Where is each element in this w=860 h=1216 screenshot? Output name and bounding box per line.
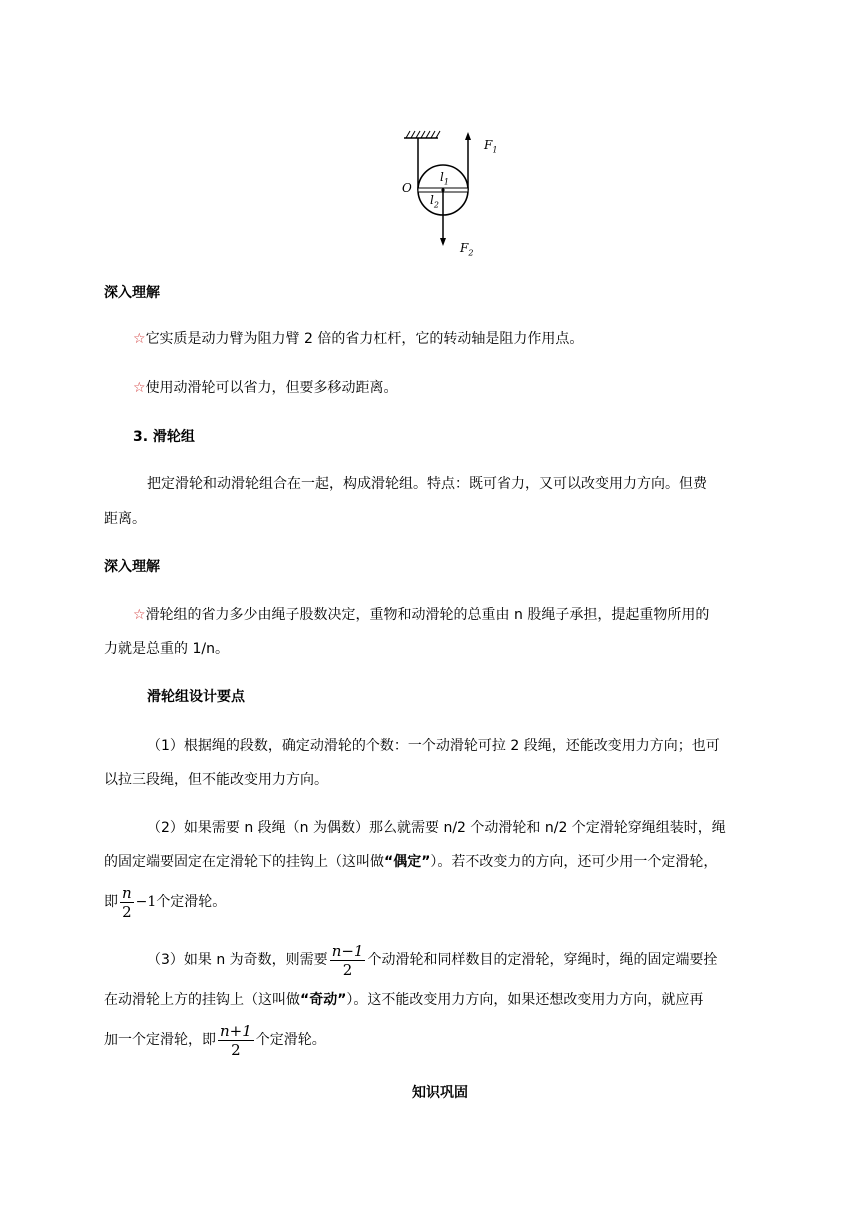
fraction-n-plus-1-over-2: $\frac{n+1}{2}$ xyxy=(220,1021,252,1059)
fraction-n-over-2: $\frac{n}{2}$ xyxy=(122,883,132,921)
star-paragraph-1: ☆它实质是动力臂为阻力臂 2 倍的省力杠杆，它的转动轴是阻力作用点。 xyxy=(133,331,584,347)
pulley-block-para-line1: 把定滑轮和动滑轮组合在一起，构成滑轮组。特点：既可省力，又可以改变用力方向。但费 xyxy=(147,476,707,492)
label-f1: $F_1$ xyxy=(484,138,498,155)
heading-design-points: 滑轮组设计要点 xyxy=(147,689,245,705)
label-l2: $l_2$ xyxy=(430,193,439,210)
rope-count-para-line1: ☆滑轮组的省力多少由绳子股数决定，重物和动滑轮的总重由 n 股绳子承担，提起重物所用的 xyxy=(133,607,710,623)
star-icon: ☆ xyxy=(133,380,146,396)
heading-deep-understanding-1: 深入理解 xyxy=(104,285,160,301)
design-item3-line2: 在动滑轮上方的挂钩上（这叫做“奇动”）。这不能改变用力方向，如果还想改变用力方向，就应再 xyxy=(104,992,704,1008)
f2-arrowhead xyxy=(440,238,446,246)
design-item3-line1: （3）如果 n 为奇数，则需要 $\frac{n-1}{2}$ 个动滑轮和同样数目的定滑轮，穿绳时，绳的固定端要拴 xyxy=(147,941,718,979)
star-paragraph-2: ☆使用动滑轮可以省力，但要多移动距离。 xyxy=(133,380,398,396)
rope-count-para-line2: 力就是总重的 1/n。 xyxy=(104,641,229,657)
heading-deep-understanding-2: 深入理解 xyxy=(104,559,160,575)
label-f2: $F_2$ xyxy=(460,241,474,258)
f1-arrowhead xyxy=(465,132,471,140)
design-item1-line1: （1）根据绳的段数，确定动滑轮的个数：一个动滑轮可拉 2 段绳，还能改变用力方向；也可 xyxy=(147,738,720,754)
heading-knowledge-consolidation: 知识巩固 xyxy=(412,1085,468,1101)
ceiling-hatch xyxy=(406,131,440,138)
heading-pulley-block: 3. 滑轮组 xyxy=(133,429,195,445)
star-icon: ☆ xyxy=(133,607,146,623)
design-item2-line2: 的固定端要固定在定滑轮下的挂钩上（这叫做“偶定”）。若不改变力的方向，还可少用一个定滑轮， xyxy=(104,854,718,870)
label-o: O xyxy=(402,181,412,195)
pulley-block-para-line2: 距离。 xyxy=(104,511,146,527)
design-item2-line1: （2）如果需要 n 段绳（n 为偶数）那么就需要 n/2 个动滑轮和 n/2 个定滑轮穿绳组装时，绳 xyxy=(147,820,726,836)
design-item1-line2: 以拉三段绳，但不能改变用力方向。 xyxy=(104,772,328,788)
design-item3-line3: 加一个定滑轮，即 $\frac{n+1}{2}$ 个定滑轮。 xyxy=(104,1021,326,1059)
label-l1: $l_1$ xyxy=(440,170,449,187)
star-icon: ☆ xyxy=(133,331,146,347)
pulley-lever-diagram xyxy=(396,128,516,263)
fraction-n-minus-1-over-2: $\frac{n-1}{2}$ xyxy=(331,941,364,979)
design-item2-line3: 即 $\frac{n}{2}$ −1个定滑轮。 xyxy=(104,883,227,921)
